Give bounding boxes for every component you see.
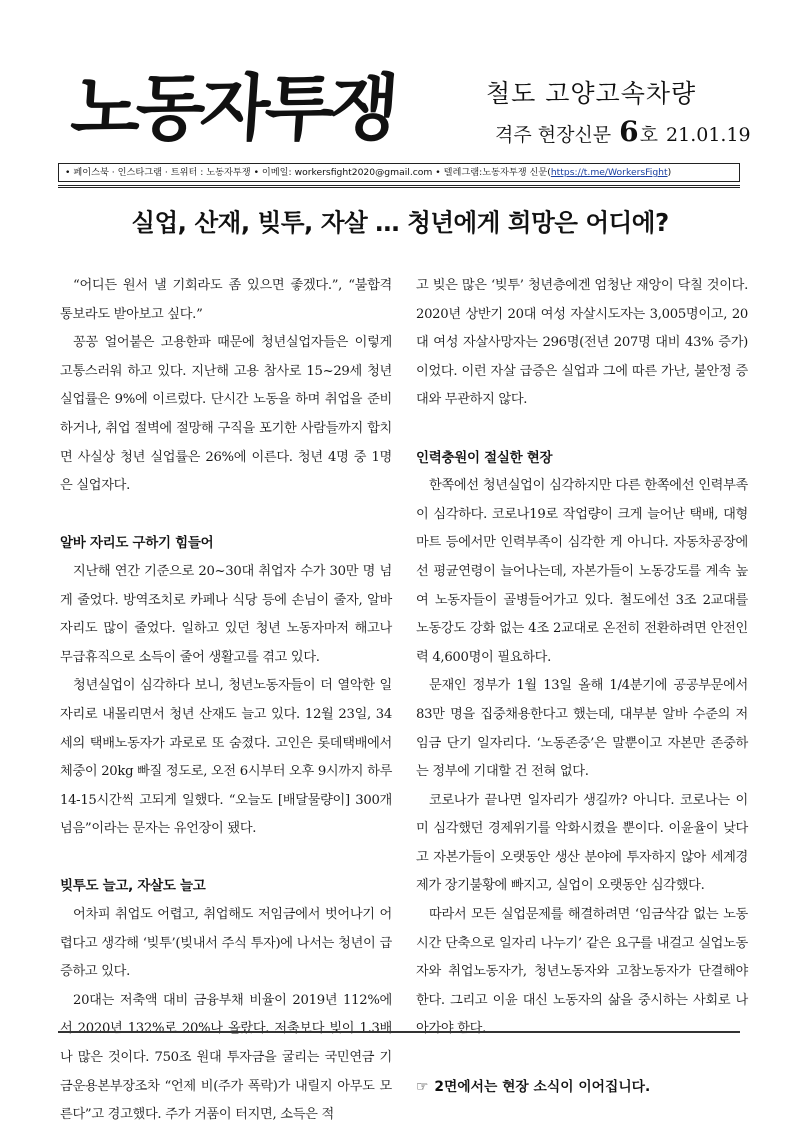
left-column [60,272,392,1130]
body-paragraph: 고 빚은 많은 ‘빚투’ 청년층에겐 엄청난 재앙이 닥칠 것이다. 2020년 상반기 20대 여성 자살시도자는 3,005명이고, 20대 여성 자살사망자는 296명(전년 207명 대비 43% 증가)이었다. 이런 자살 급증은 실업과 그에 따른 가난, 불안정 증대와 무관하지 않다. [416,278,748,408]
spacer [60,501,392,530]
pointing-hand-icon: ☞ [416,1078,429,1095]
masthead-title: 노동자투쟁 [68,66,397,150]
callout-text: 2면에서는 현장 소식이 이어집니다. [434,1078,651,1095]
spacer [416,1044,748,1073]
masthead-tagline: 철도 고양고속차량 [486,79,697,108]
article-headline: 실업, 산재, 빚투, 자살 … 청년에게 희망은 어디에? [131,208,669,237]
body-paragraph: 20대는 저축액 대비 금융부채 비율이 2019년 112%에서 2020년 132%로 20%나 올랐다. 저축보다 빚이 1.3배나 많은 것이다. 750조 원대 투자금을 굴리는 국민연금 기금운용본부장조차 “언제 비(주가 폭락)가 내릴지 아무도 모른다”고 경고했다. 주가 거품이 터지면, 소득은 적 [60,992,392,1123]
spacer [60,844,392,873]
header-divider [58,185,740,188]
issue-date: 21.01.19 [666,124,751,146]
contact-text: • 페이스북 · 인스타그램 · 트위터 : 노동자투쟁 • 이메일: workersfight2020@gmail.com • 텔레그램:노동자투쟁 신문( [65,167,551,178]
section-heading: 빚투도 늘고, 자살도 늘고 [60,878,206,895]
next-page-callout [416,1073,748,1102]
body-paragraph: 따라서 모든 실업문제를 해결하려면 ‘임금삭감 없는 노동시간 단축으로 일자리 나누기’ 같은 요구를 내걸고 실업노동자와 취업노동자가, 청년노동자와 고참노동자가 단결해야 한다. 그리고 이윤 대신 노동자의 삶을 중시하는 사회로 나아가야 한다. [416,907,748,1037]
issue-suffix: 호 [639,124,659,146]
footer-divider [58,1031,740,1033]
issue-line [495,115,751,148]
body-paragraph: 문재인 정부가 1월 13일 올해 1/4분기에 공공부문에서 83만 명을 집중채용한다고 했는데, 대부분 알바 수준의 저임금 단기 일자리다. ‘노동존중’은 말뿐이고 자본만 존중하는 정부에 기대할 건 전혀 없다. [416,678,748,780]
spacer [416,415,748,444]
issue-prefix: 격주 현장신문 [495,124,612,146]
quote-paragraph: “어디든 원서 낼 기회라도 좀 있으면 좋겠다.”, “불합격 통보라도 받아보고 싶다.” [60,278,392,322]
contact-close: ) [667,167,672,178]
section-heading: 알바 자리도 구하기 힘들어 [60,535,214,552]
body-paragraph: 한쪽에선 청년실업이 심각하지만 다른 한쪽에선 인력부족이 심각하다. 코로나19로 작업량이 크게 늘어난 택배, 대형마트 등에서만 인력부족이 심각한 게 아니다. 자동차공장에선 평균연령이 늘어나는데, 자본가들이 노동강도를 계속 높여 노동자들이 골병들어가고 있다. 철도에선 3조 2교대를 노동강도 강화 없는 4조 2교대로 온전히 전환하려면 안전인력 4,600명이 필요하다. [416,478,748,665]
masthead [68,62,450,154]
contact-bar [58,163,740,182]
issue-number: 6 [619,115,639,148]
body-paragraph: 지난해 연간 기준으로 20~30대 취업자 수가 30만 명 넘게 줄었다. 방역조치로 카페나 식당 등에 손님이 줄자, 알바 자리도 많이 줄었다. 일하고 있던 청년 노동자마저 해고나 무급휴직으로 소득이 줄어 생활고를 겪고 있다. [60,563,392,665]
body-paragraph: 꽁꽁 얼어붙은 고용한파 때문에 청년실업자들은 이렇게 고통스러워 하고 있다. 지난해 고용 참사로 15~29세 청년 실업률은 9%에 이르렀다. 단시간 노동을 하며 취업을 준비하거나, 취업 절벽에 절망해 구직을 포기한 사람들까지 합치면 사실상 청년 실업률은 26%에 이른다. 청년 4명 중 1명은 실업자다. [60,335,392,494]
body-paragraph: 어차피 취업도 어렵고, 취업해도 저임금에서 벗어나기 어렵다고 생각해 ‘빚투’(빚내서 주식 투자)에 나서는 청년이 급증하고 있다. [60,907,392,980]
telegram-link[interactable]: https://t.me/WorkersFight [550,167,668,178]
right-column [416,272,748,1101]
body-paragraph: 청년실업이 심각하다 보니, 청년노동자들이 더 열악한 일자리로 내몰리면서 청년 산재도 늘고 있다. 12월 23일, 34세의 택배노동자가 과로로 또 숨졌다. 고인은 롯데택배에서 체중이 20kg 빠질 정도로, 오전 6시부터 오후 9시까지 하루 14-15시간씩 고되게 일했다. “오늘도 [배달물량이] 300개 넘음”이라는 문자는 유언장이 됐다. [60,678,393,837]
body-paragraph: 코로나가 끝나면 일자리가 생길까? 아니다. 코로나는 이미 심각했던 경제위기를 악화시켰을 뿐이다. 이윤율이 낮다고 자본가들이 오랫동안 생산 분야에 투자하지 않아 세계경제가 장기불황에 빠지고, 실업이 오랫동안 심각했다. [416,792,748,894]
section-heading: 인력충원이 절실한 현장 [416,449,553,466]
